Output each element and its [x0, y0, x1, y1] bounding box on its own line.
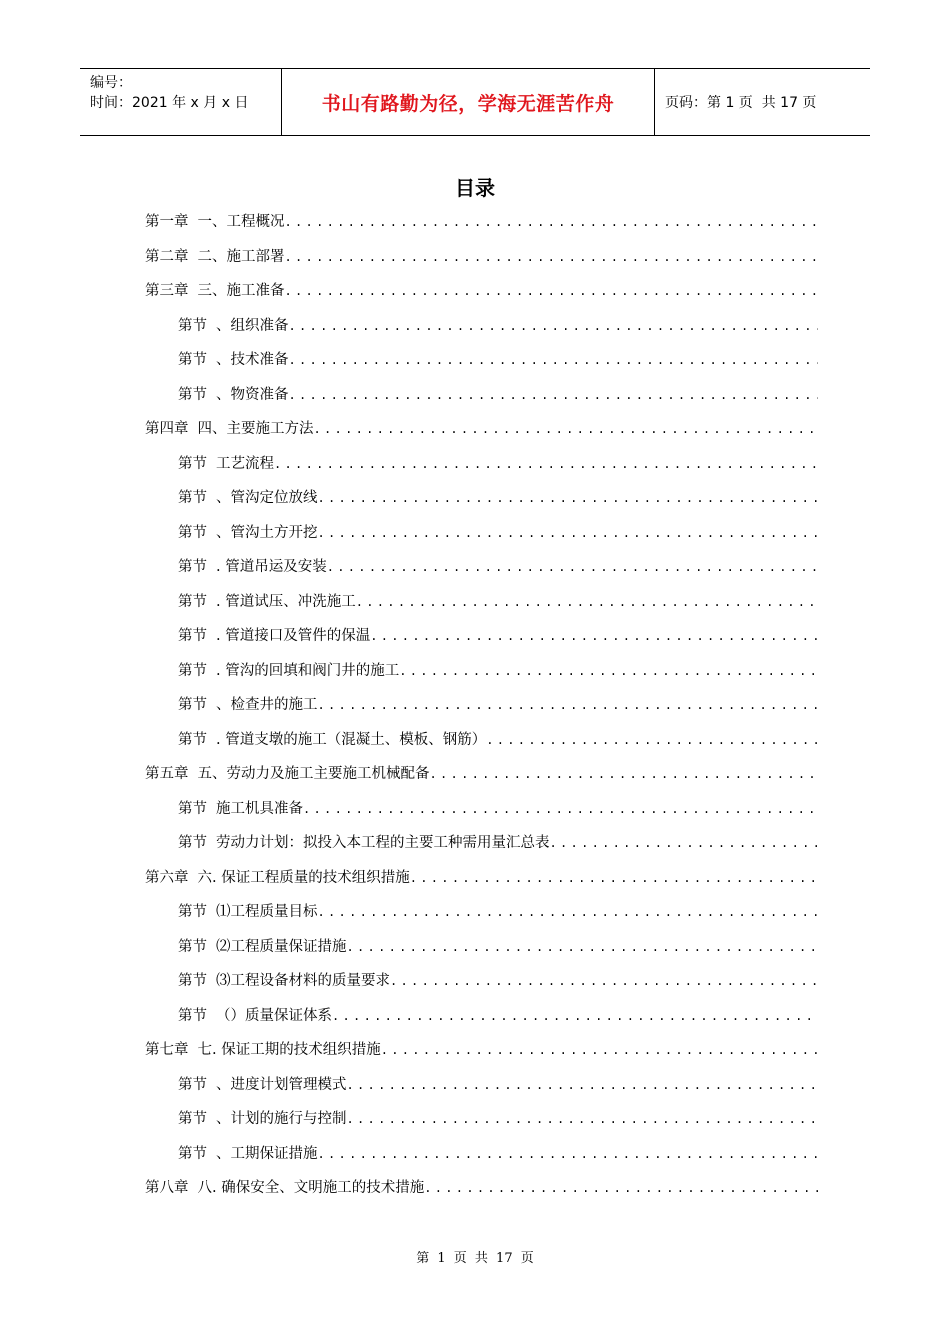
toc-entry-title: 、检查井的施工: [216, 697, 318, 713]
toc-entry-title: ⑵工程质量保证措施: [216, 938, 347, 955]
toc-dot-leader: [318, 526, 819, 540]
toc-entry-prefix: 第节: [178, 973, 207, 989]
toc-dot-leader: [347, 940, 819, 954]
toc-section-entry[interactable]: [145, 555, 818, 590]
toc-entry-title: . 管沟的回填和阀门井的施工: [216, 662, 400, 679]
toc-entry-prefix: 第节: [178, 386, 207, 403]
toc-section-entry[interactable]: [145, 452, 818, 487]
toc-section-entry[interactable]: [145, 831, 818, 866]
toc-entry-title: 、进度计划管理模式: [216, 1076, 347, 1093]
toc-entry-text: [178, 486, 318, 507]
toc-entry-title: 、管沟土方开挖: [216, 524, 318, 541]
toc-entry-text: [178, 452, 274, 473]
toc-entry-text: [178, 590, 356, 611]
toc-entry-title: 、计划的施行与控制: [216, 1111, 347, 1127]
toc-entry-prefix: 第节: [178, 352, 207, 368]
toc-entry-title: 一、工程概况: [197, 214, 285, 230]
toc-section-entry[interactable]: [145, 969, 818, 1004]
toc-dot-leader: [285, 250, 819, 264]
toc-section-entry[interactable]: [145, 348, 818, 383]
toc-entry-text: [178, 797, 303, 818]
toc-chapter-entry[interactable]: [145, 245, 818, 280]
toc-entry-title: . 管道支墩的施工（混凝土、模板、钢筋）: [216, 731, 487, 748]
toc-chapter-entry[interactable]: [145, 1038, 818, 1073]
toc-dot-leader: [381, 1043, 818, 1057]
toc-entry-prefix: 第节: [178, 938, 207, 955]
toc-entry-text: [178, 383, 289, 404]
toc-dot-leader: [370, 629, 818, 643]
toc-chapter-entry[interactable]: [145, 866, 818, 901]
toc-section-entry[interactable]: [145, 486, 818, 521]
toc-dot-leader: [285, 284, 819, 298]
toc-entry-prefix: 第节: [178, 628, 207, 644]
toc-entry-prefix: 第节: [178, 1145, 207, 1162]
toc-entry-text: [178, 935, 347, 956]
toc-entry-text: [145, 417, 314, 438]
toc-dot-leader: [390, 974, 818, 988]
header-page-info: [655, 69, 870, 135]
toc-dot-leader: [327, 560, 818, 574]
toc-entry-text: [178, 555, 327, 576]
toc-dot-leader: [274, 457, 818, 471]
toc-dot-leader: [347, 1112, 819, 1126]
toc-entry-title: 、工期保证措施: [216, 1145, 318, 1162]
toc-entry-text: [145, 245, 285, 266]
toc-entry-prefix: 第节: [178, 835, 207, 851]
toc-entry-title: 、技术准备: [216, 352, 289, 368]
toc-entry-title: 劳动力计划：拟投入本工程的主要工种需用量汇总表: [216, 835, 550, 851]
toc-entry-title: 、组织准备: [216, 317, 289, 334]
toc-section-entry[interactable]: [145, 1073, 818, 1108]
toc-entry-prefix: 第节: [178, 490, 207, 506]
toc-dot-leader: [486, 733, 818, 747]
toc-dot-leader: [289, 319, 819, 333]
toc-dot-leader: [550, 836, 819, 850]
toc-entry-text: [145, 866, 410, 887]
toc-dot-leader: [318, 491, 819, 505]
toc-entry-text: [178, 728, 486, 749]
toc-entry-text: [178, 348, 289, 369]
table-of-contents: [145, 210, 818, 1211]
toc-dot-leader: [410, 871, 818, 885]
toc-entry-text: [178, 624, 370, 645]
toc-section-entry[interactable]: [145, 935, 818, 970]
header-meta: [80, 69, 282, 135]
toc-entry-title: ⑶工程设备材料的质量要求: [216, 973, 390, 989]
toc-entry-text: [178, 969, 390, 990]
header-page-label: 页码：第 1 页 共 17 页: [665, 95, 817, 111]
toc-dot-leader: [314, 422, 819, 436]
toc-dot-leader: [424, 1181, 818, 1195]
toc-dot-leader: [318, 905, 819, 919]
header-motto: 书山有路勤为径，学海无涯苦作舟: [282, 69, 655, 135]
toc-section-entry[interactable]: [145, 797, 818, 832]
page-footer: 第 1 页 共 17 页: [416, 1251, 534, 1266]
toc-entry-text: [178, 1107, 347, 1128]
toc-entry-prefix: 第六章: [145, 869, 189, 886]
toc-entry-text: [178, 314, 289, 335]
toc-section-entry[interactable]: [145, 624, 818, 659]
toc-section-entry[interactable]: [145, 590, 818, 625]
toc-chapter-entry[interactable]: [145, 1176, 818, 1211]
toc-entry-text: [178, 1073, 347, 1094]
toc-entry-prefix: 第八章: [145, 1180, 189, 1196]
toc-entry-title: . 管道吊运及安装: [216, 559, 327, 575]
toc-entry-text: [145, 1176, 424, 1197]
toc-entry-prefix: 第一章: [145, 214, 189, 230]
toc-section-entry[interactable]: [145, 728, 818, 763]
toc-entry-prefix: 第节: [178, 593, 207, 610]
toc-entry-prefix: 第四章: [145, 421, 189, 437]
toc-entry-prefix: 第节: [178, 317, 207, 334]
toc-entry-title: 工艺流程: [216, 455, 274, 472]
toc-entry-prefix: 第节: [178, 662, 207, 679]
toc-entry-prefix: 第节: [178, 800, 207, 817]
header-date-label: 时间：2021 年 x 月 x 日: [90, 95, 249, 111]
toc-dot-leader: [430, 767, 819, 781]
toc-entry-prefix: 第节: [178, 904, 207, 920]
toc-dot-leader: [332, 1009, 818, 1023]
toc-entry-text: [145, 1038, 381, 1059]
toc-section-entry[interactable]: [145, 1004, 818, 1039]
toc-entry-text: [178, 1142, 318, 1163]
toc-entry-prefix: 第五章: [145, 766, 189, 782]
toc-section-entry[interactable]: [145, 521, 818, 556]
toc-section-entry[interactable]: [145, 693, 818, 728]
toc-entry-title: 、物资准备: [216, 386, 289, 403]
toc-section-entry[interactable]: [145, 1142, 818, 1177]
toc-entry-title: 五、劳动力及施工主要施工机械配备: [197, 766, 430, 782]
toc-entry-prefix: 第节: [178, 1111, 207, 1127]
toc-entry-prefix: 第三章: [145, 283, 189, 299]
toc-entry-title: 、管沟定位放线: [216, 490, 318, 506]
toc-entry-text: [145, 279, 285, 300]
toc-dot-leader: [347, 1078, 819, 1092]
toc-entry-title: （）质量保证体系: [216, 1007, 332, 1024]
toc-section-entry[interactable]: [145, 659, 818, 694]
toc-dot-leader: [289, 353, 819, 367]
toc-dot-leader: [285, 215, 819, 229]
toc-entry-title: ⑴工程质量目标: [216, 904, 318, 920]
toc-dot-leader: [318, 1147, 819, 1161]
page-header: [80, 68, 870, 136]
toc-entry-title: 八. 确保安全、文明施工的技术措施: [197, 1180, 425, 1196]
toc-entry-prefix: 第节: [178, 524, 207, 541]
toc-entry-prefix: 第七章: [145, 1042, 189, 1058]
toc-dot-leader: [399, 664, 818, 678]
toc-entry-text: [178, 521, 318, 542]
toc-entry-prefix: 第二章: [145, 248, 189, 265]
toc-dot-leader: [356, 595, 818, 609]
toc-entry-title: 四、主要施工方法: [197, 421, 314, 437]
toc-section-entry[interactable]: [145, 314, 818, 349]
toc-title: 目录: [455, 176, 495, 200]
toc-entry-title: 三、施工准备: [197, 283, 285, 299]
toc-entry-text: [178, 831, 550, 852]
toc-entry-title: 六. 保证工程质量的技术组织措施: [197, 869, 410, 886]
toc-entry-text: [178, 1004, 332, 1025]
toc-chapter-entry[interactable]: [145, 210, 818, 245]
toc-dot-leader: [289, 388, 819, 402]
toc-entry-title: 七. 保证工期的技术组织措施: [197, 1042, 381, 1058]
toc-entry-text: [145, 210, 285, 231]
toc-entry-prefix: 第节: [178, 455, 207, 472]
toc-entry-prefix: 第节: [178, 697, 207, 713]
toc-entry-title: 施工机具准备: [216, 800, 303, 817]
header-number-label: 编号：: [90, 75, 132, 91]
toc-chapter-entry[interactable]: [145, 279, 818, 314]
toc-entry-prefix: 第节: [178, 1076, 207, 1093]
toc-entry-prefix: 第节: [178, 559, 207, 575]
toc-dot-leader: [303, 802, 818, 816]
toc-dot-leader: [318, 698, 819, 712]
toc-entry-text: [178, 900, 318, 921]
toc-entry-text: [178, 659, 399, 680]
toc-entry-prefix: 第节: [178, 1007, 207, 1024]
toc-section-entry[interactable]: [145, 1107, 818, 1142]
toc-entry-title: . 管道接口及管件的保温: [216, 628, 371, 644]
toc-chapter-entry[interactable]: [145, 417, 818, 452]
toc-entry-title: 二、施工部署: [197, 248, 285, 265]
toc-entry-title: . 管道试压、冲洗施工: [216, 593, 356, 610]
toc-section-entry[interactable]: [145, 900, 818, 935]
toc-chapter-entry[interactable]: [145, 762, 818, 797]
toc-entry-text: [145, 762, 430, 783]
toc-section-entry[interactable]: [145, 383, 818, 418]
toc-entry-prefix: 第节: [178, 731, 207, 748]
toc-entry-text: [178, 693, 318, 714]
